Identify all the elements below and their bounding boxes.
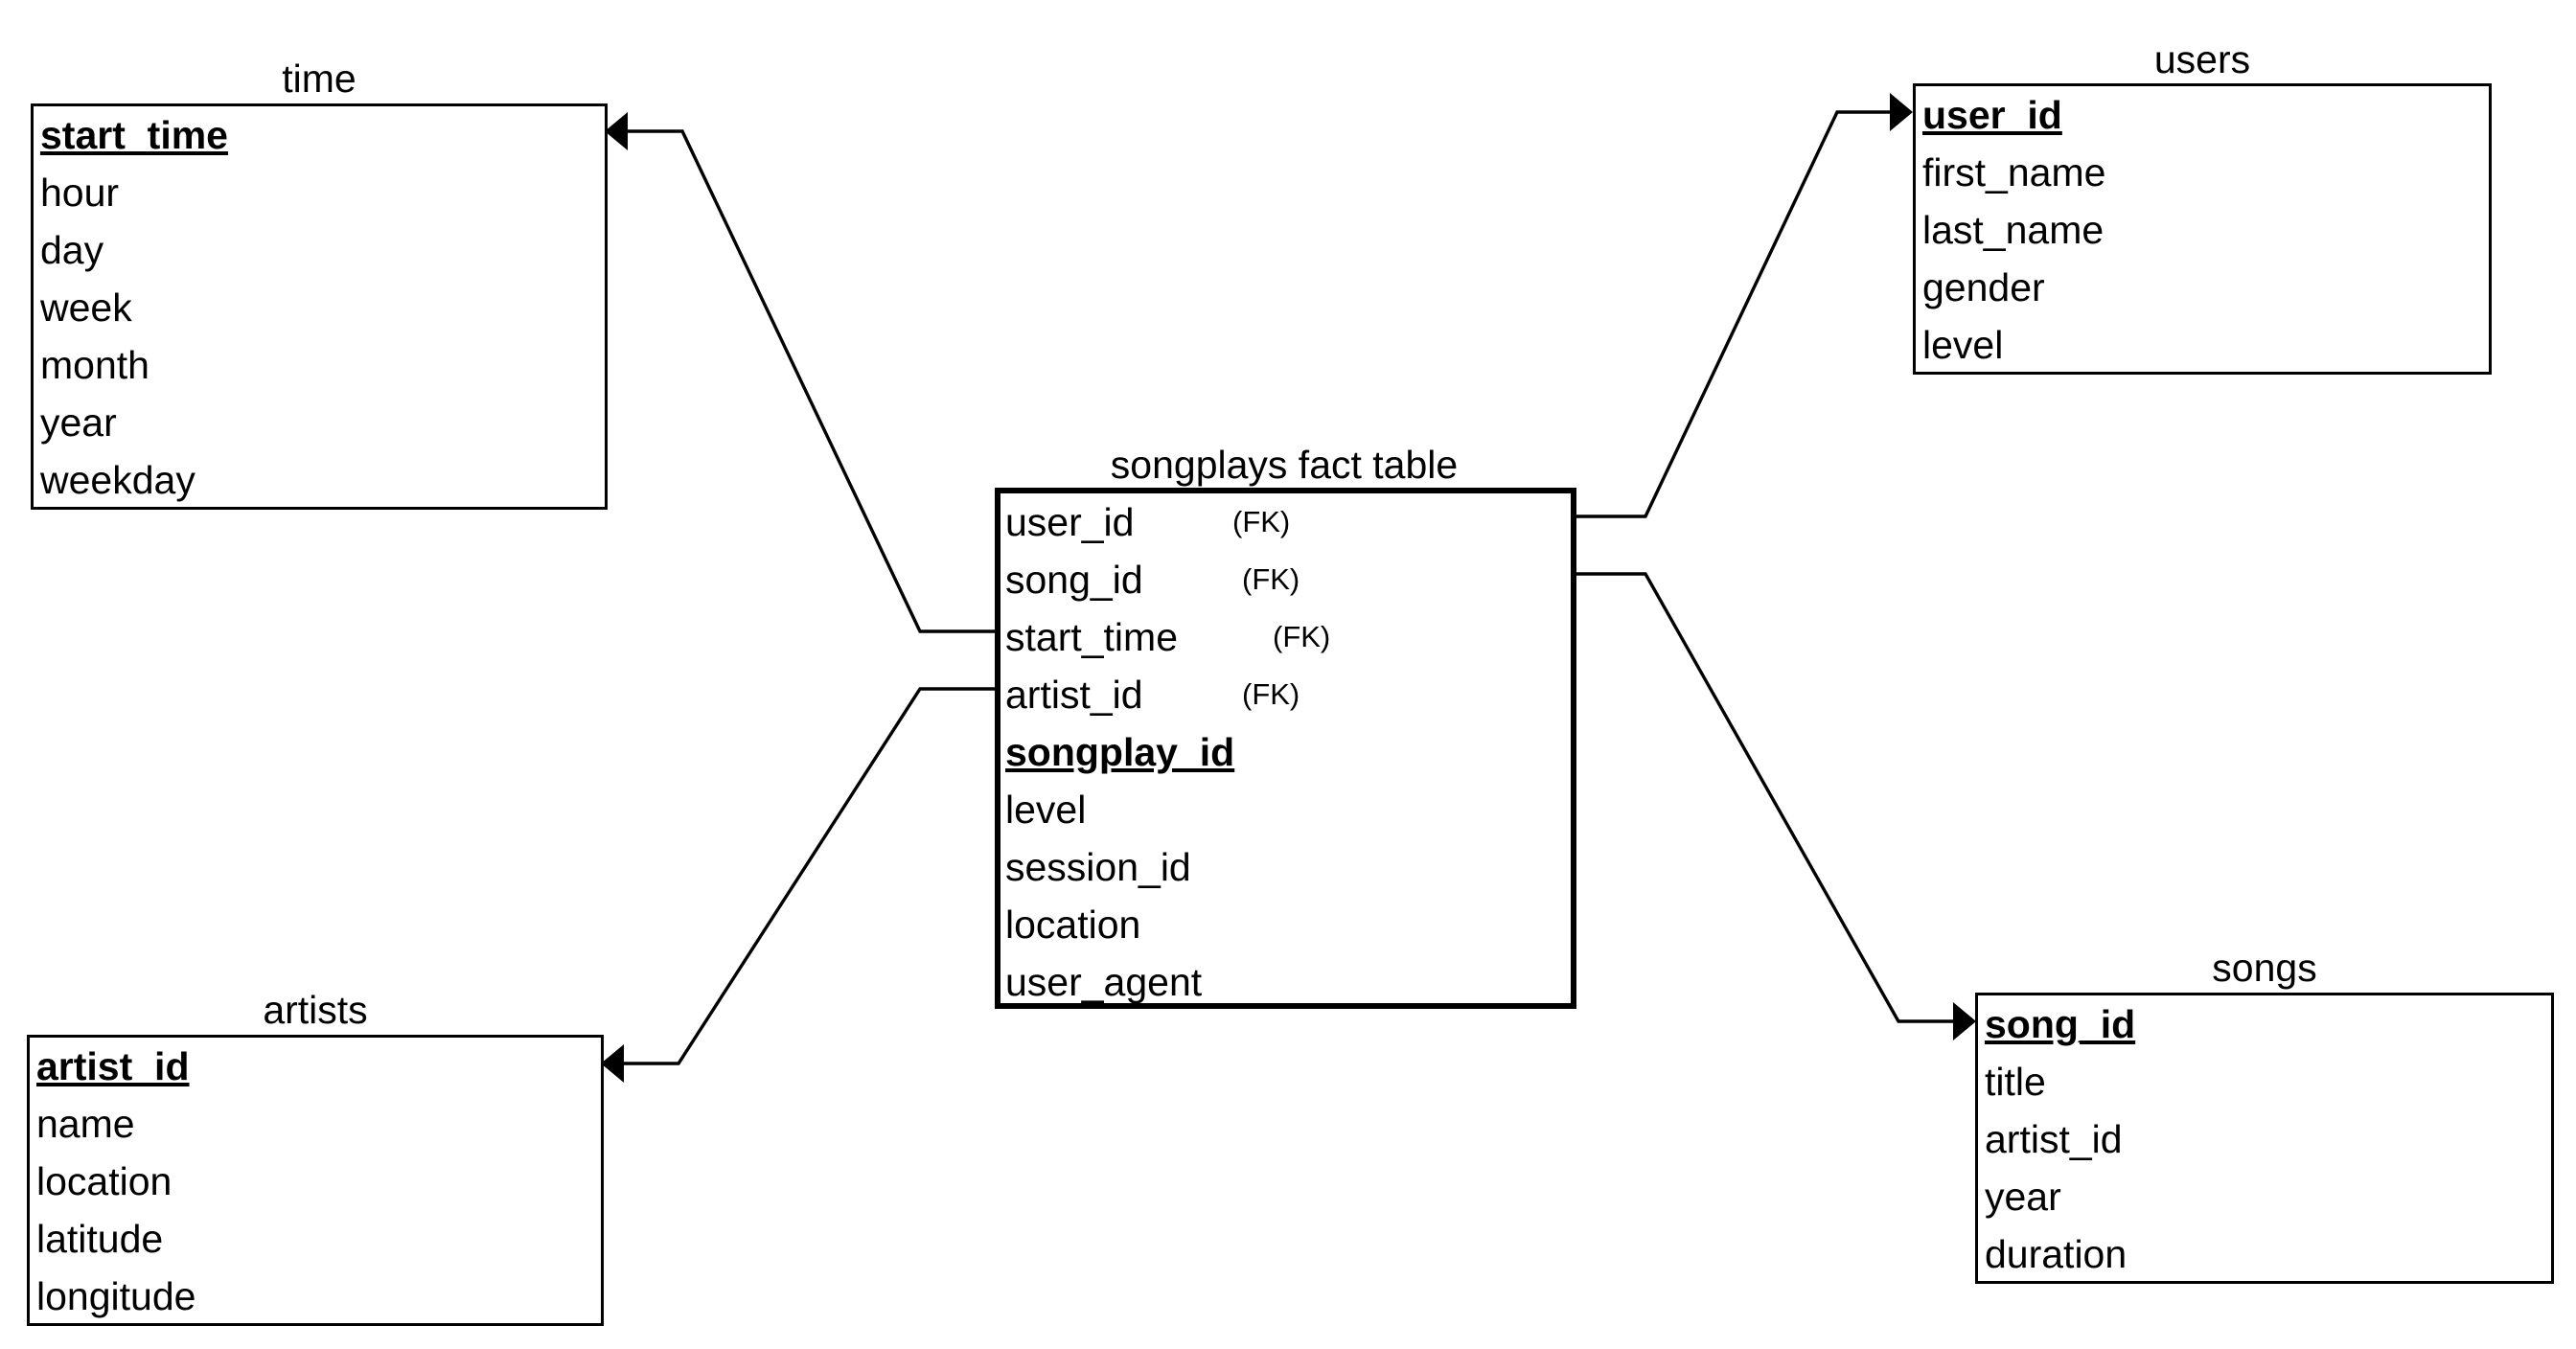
users-column-level: level [1922, 323, 2004, 367]
artists-column-artist-id: artist_id [36, 1044, 190, 1088]
connector-artist-id-to-artists [620, 689, 995, 1063]
songs-column-title: title [1985, 1060, 2046, 1104]
artists-column-name: name [36, 1102, 135, 1146]
songplays-column-artist-id-name: artist_id [1005, 673, 1143, 717]
users-table-title: users [2153, 37, 2251, 81]
fk-tag: (FK) [1232, 505, 1291, 538]
songplays-column-songplay-id: songplay_id [1005, 730, 1235, 774]
time-table-title: time [282, 57, 356, 101]
time-table[interactable] [31, 103, 608, 510]
connector-start-time-to-time [624, 131, 995, 631]
arrowhead-time [605, 112, 628, 150]
time-column-year: year [40, 400, 117, 445]
time-column-hour: hour [40, 171, 120, 215]
arrowhead-users [1890, 93, 1913, 131]
connector-user-id-to-users [1573, 112, 1894, 516]
songplays-fact-table[interactable] [995, 488, 1576, 1009]
fk-tag: (FK) [1273, 620, 1331, 653]
songs-column-duration: duration [1985, 1232, 2128, 1276]
users-column-first-name: first_name [1922, 150, 2106, 194]
artists-table-title: artists [263, 988, 368, 1032]
users-column-user-id: user_id [1922, 93, 2062, 137]
time-column-week: week [40, 286, 132, 330]
songplays-column-user-id [1005, 493, 1571, 551]
songplays-column-user-agent: user_agent [1005, 960, 1203, 1004]
users-column-last-name: last_name [1922, 208, 2104, 252]
users-table[interactable] [1913, 83, 2492, 375]
songs-column-artist-id: artist_id [1985, 1117, 2123, 1161]
songplays-column-artist-id [1005, 666, 1571, 723]
songplays-column-song-id [1005, 551, 1571, 608]
artists-table[interactable] [27, 1035, 604, 1326]
arrowhead-songs [1953, 1002, 1976, 1040]
songplays-column-song-id-name: song_id [1005, 558, 1143, 602]
songs-table-title: songs [2212, 946, 2317, 990]
time-column-day: day [40, 228, 104, 272]
artists-column-location: location [36, 1159, 172, 1203]
songs-table[interactable] [1975, 993, 2554, 1284]
songs-column-song-id: song_id [1985, 1002, 2136, 1046]
artists-column-latitude: latitude [36, 1217, 164, 1261]
arrowhead-artists [601, 1044, 624, 1083]
fk-tag: (FK) [1242, 677, 1300, 711]
time-column-month: month [40, 343, 150, 387]
songplays-column-location: location [1005, 903, 1141, 947]
time-column-weekday: weekday [40, 458, 196, 502]
songplays-column-user-id-name: user_id [1005, 500, 1135, 544]
users-column-gender: gender [1922, 265, 2045, 309]
fk-tag: (FK) [1242, 562, 1300, 596]
songplays-column-start-time [1005, 608, 1571, 666]
connector-song-id-to-songs [1573, 574, 1957, 1021]
songplays-table-title: songplays fact table [1110, 443, 1459, 487]
artists-column-longitude: longitude [36, 1274, 196, 1318]
songplays-column-level: level [1005, 788, 1087, 832]
songplays-column-session-id: session_id [1005, 845, 1191, 889]
time-column-start-time: start_time [40, 113, 228, 157]
songs-column-year: year [1985, 1175, 2061, 1219]
songplays-column-start-time-name: start_time [1005, 615, 1178, 659]
